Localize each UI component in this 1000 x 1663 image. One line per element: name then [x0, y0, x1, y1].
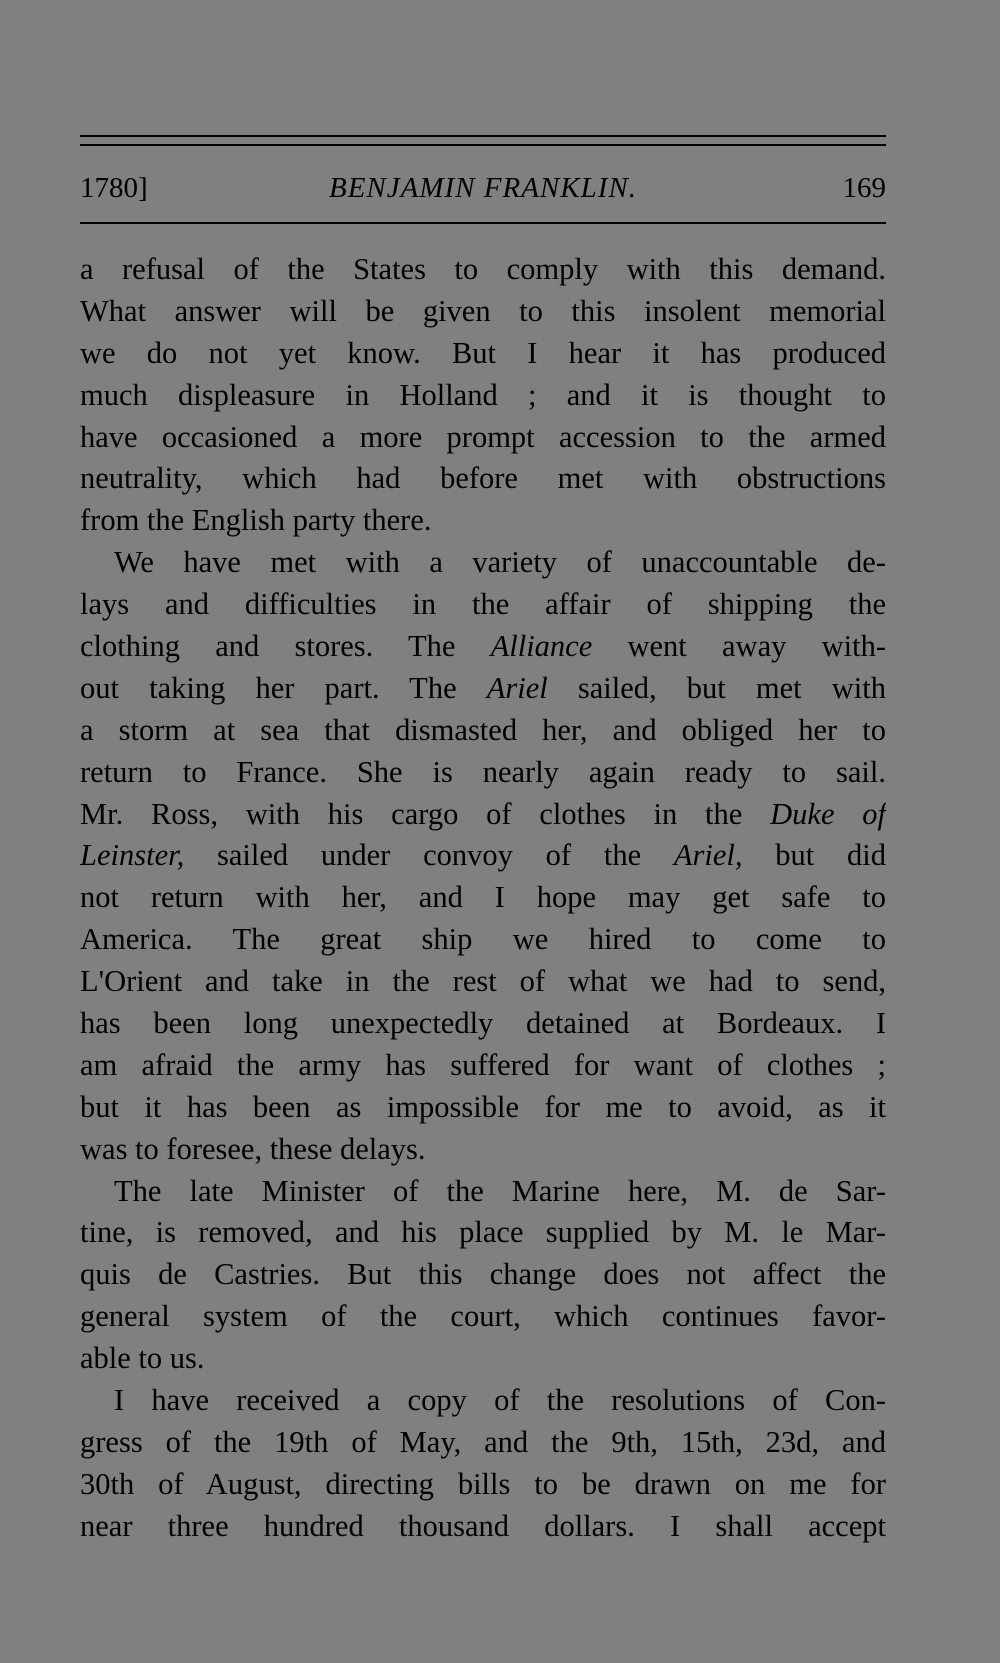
italic-ship-name: Ariel, [673, 838, 743, 873]
italic-ship-name: Alliance [490, 629, 593, 664]
text-line: What answer will be given to this insolent memorial [80, 293, 886, 328]
text-fragment: sailed under convoy of the [184, 838, 674, 873]
running-head [80, 168, 886, 208]
header-double-rule [80, 135, 886, 146]
italic-ship-name: Leinster, [80, 838, 185, 873]
text-fragment: but did [742, 838, 886, 873]
text-line: we do not yet know. But I hear it has produced [80, 335, 886, 370]
text-line: We have met with a variety of unaccountable de- [114, 545, 886, 580]
italic-ship-name: Ariel [486, 670, 548, 705]
text-line [80, 794, 886, 836]
text-line: general system of the court, which continues favor- [80, 1299, 886, 1334]
text-line: 30th of August, directing bills to be drawn on me for [80, 1466, 886, 1501]
text-line: has been long unexpectedly detained at Bordeaux. I [80, 1006, 886, 1041]
text-line: lays and difficulties in the affair of shipping the [80, 587, 886, 622]
text-line [80, 668, 886, 710]
text-line: was to foresee, these delays. [80, 1131, 426, 1166]
text-line: The late Minister of the Marine here, M. de Sar- [114, 1173, 886, 1208]
text-line: from the English party there. [80, 503, 432, 538]
text-line: quis de Castries. But this change does not affect the [80, 1257, 886, 1292]
text-line: near three hundred thousand dollars. I shall accept [80, 1508, 886, 1543]
page-number: 169 [842, 172, 886, 204]
text-line: not return with her, and I hope may get safe to [80, 880, 886, 915]
text-line [80, 626, 886, 668]
text-line: a storm at sea that dismasted her, and obliged her to [80, 712, 886, 747]
text-fragment: Mr. Ross, with his cargo of clothes in the [80, 796, 771, 831]
body-text [80, 249, 886, 1548]
running-head-title: BENJAMIN FRANKLIN. [329, 172, 637, 204]
text-line: gress of the 19th of May, and the 9th, 15th, 23d, and [80, 1424, 886, 1459]
text-line: have occasioned a more prompt accession to the armed [80, 419, 886, 454]
text-line: neutrality, which had before met with obstructions [80, 461, 886, 496]
text-line: L'Orient and take in the rest of what we had to send, [80, 964, 886, 999]
text-fragment: out taking her part. The [80, 670, 487, 705]
text-fragment: sailed, but met with [547, 670, 886, 705]
running-head-year: 1780] [80, 172, 148, 204]
header-rule [80, 222, 886, 224]
text-line [80, 835, 886, 877]
text-line: a refusal of the States to comply with this demand. [80, 252, 886, 286]
text-line: able to us. [80, 1341, 205, 1376]
book-page [80, 0, 886, 1663]
text-line: America. The great ship we hired to come to [80, 922, 886, 957]
text-line: I have received a copy of the resolutions of Con- [114, 1383, 886, 1418]
text-line: am afraid the army has suffered for want of clothes ; [80, 1047, 886, 1082]
italic-ship-name: Duke of [770, 796, 886, 831]
text-line: return to France. She is nearly again ready to sail. [80, 754, 886, 789]
text-line: much displeasure in Holland ; and it is thought to [80, 377, 886, 412]
text-line: tine, is removed, and his place supplied by M. le Mar- [80, 1215, 886, 1250]
text-fragment: clothing and stores. The [80, 629, 491, 664]
text-fragment: went away with- [592, 629, 886, 664]
text-line: but it has been as impossible for me to avoid, as it [80, 1089, 886, 1124]
